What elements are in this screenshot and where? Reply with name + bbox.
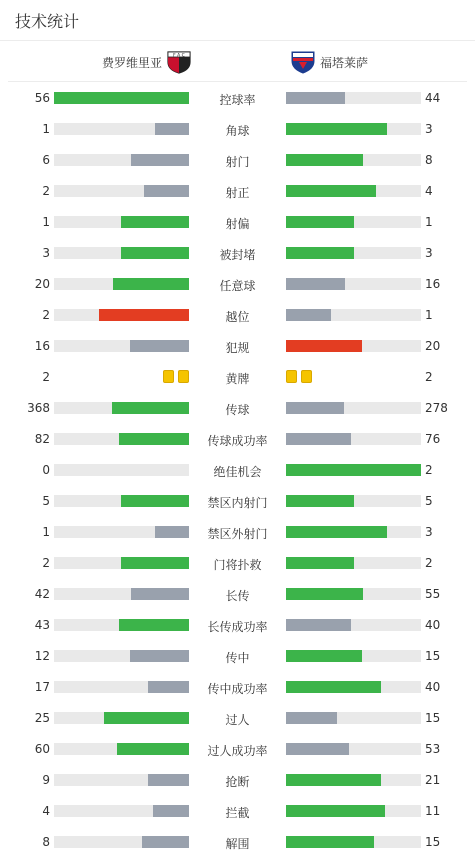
yellow-card-icon [286,370,297,383]
stat-row [0,554,475,574]
stat-label: 控球率 [219,93,256,107]
home-stat-bar [54,774,189,786]
away-stat-bar [286,774,421,786]
stat-row [0,616,475,636]
stat-row [0,740,475,760]
stat-row [0,709,475,729]
away-stat-bar-fill [286,774,381,786]
stat-label: 射门 [225,155,250,169]
away-stat-bar-fill [286,650,362,662]
home-stat-value: 9 [42,773,50,787]
away-stat-bar [286,588,421,600]
home-stat-bar-fill [148,681,189,693]
home-stat-value: 12 [34,649,50,663]
home-stat-bar [54,495,189,507]
away-stat-bar [286,123,421,135]
home-stat-bar-fill [54,92,189,104]
stat-row [0,306,475,326]
home-stat-bar-fill [121,495,189,507]
away-stat-value: 53 [425,742,441,756]
away-stat-bar [286,216,421,228]
away-stat-bar-fill [286,216,354,228]
away-stat-bar-fill [286,588,363,600]
home-stat-value: 2 [42,308,50,322]
home-stat-bar [54,557,189,569]
stat-label: 越位 [225,310,250,324]
away-stat-bar-fill [286,619,351,631]
away-stat-bar-fill [286,712,337,724]
stat-label: 禁区外射门 [207,527,268,541]
away-stat-value: 76 [425,432,441,446]
stat-row [0,771,475,791]
home-stat-value: 56 [34,91,50,105]
stat-label: 射偏 [225,217,250,231]
away-stat-bar-fill [286,402,344,414]
away-stat-bar-fill [286,464,421,476]
home-stat-bar [54,743,189,755]
yellow-card-icon [163,370,174,383]
away-stat-bar-fill [286,92,345,104]
home-stat-bar-fill [113,278,189,290]
away-stat-bar [286,619,421,631]
away-stat-bar [286,712,421,724]
away-stat-bar [286,526,421,538]
home-stat-value: 0 [42,463,50,477]
away-stat-value: 2 [425,463,433,477]
home-stat-bar-fill [144,185,189,197]
away-stat-bar [286,340,421,352]
stat-row [0,430,475,450]
home-stat-value: 1 [42,215,50,229]
home-stat-bar [54,433,189,445]
away-stat-bar [286,650,421,662]
home-stat-value: 1 [42,525,50,539]
away-stat-bar [286,247,421,259]
home-stat-bar [54,588,189,600]
stat-label: 射正 [225,186,250,200]
stat-label: 传球 [225,403,250,417]
away-yellow-cards [286,370,312,383]
away-stat-value: 20 [425,339,441,353]
stat-row [0,802,475,822]
away-stat-bar [286,278,421,290]
away-stat-bar-fill [286,681,381,693]
home-stat-bar-fill [153,805,189,817]
home-stat-value: 43 [34,618,50,632]
home-stat-bar-fill [121,216,189,228]
stat-row [0,523,475,543]
away-stat-bar-fill [286,526,387,538]
home-stat-value: 2 [42,184,50,198]
away-team[interactable] [290,50,368,74]
away-stat-bar-fill [286,557,354,569]
stat-row [0,213,475,233]
stat-row [0,244,475,264]
away-stat-value: 15 [425,711,441,725]
stat-label: 拦截 [225,806,250,820]
stat-row [0,368,475,388]
home-stat-value: 17 [34,680,50,694]
away-stat-bar [286,185,421,197]
home-stat-bar-fill [121,557,189,569]
stat-row [0,151,475,171]
away-stat-value: 40 [425,680,441,694]
away-stat-bar [286,743,421,755]
home-stat-bar [54,216,189,228]
away-stat-bar-fill [286,743,349,755]
away-stat-bar-fill [286,805,385,817]
away-stat-value: 2 [425,556,433,570]
home-stat-bar [54,464,189,476]
away-stat-bar [286,464,421,476]
teams-row [8,41,467,82]
stat-label: 禁区内射门 [207,496,268,510]
home-stat-bar-fill [117,743,189,755]
home-stat-value: 368 [27,401,50,415]
away-stat-value: 8 [425,153,433,167]
away-stat-bar [286,805,421,817]
home-stat-value: 4 [42,804,50,818]
stat-row [0,492,475,512]
stat-row [0,585,475,605]
away-stat-bar [286,402,421,414]
home-team[interactable] [102,50,192,74]
stat-row [0,399,475,419]
away-team-name: 福塔莱萨 [320,55,369,70]
home-stat-bar [54,681,189,693]
away-stat-bar-fill [286,309,331,321]
home-stat-bar-fill [121,247,189,259]
home-stat-bar [54,340,189,352]
home-stat-bar [54,309,189,321]
stat-row [0,647,475,667]
away-stat-value: 1 [425,308,433,322]
home-stat-bar [54,712,189,724]
home-stat-bar [54,526,189,538]
home-stat-value: 16 [34,339,50,353]
home-stat-bar-fill [104,712,189,724]
away-stat-bar-fill [286,836,374,848]
away-stat-value: 1 [425,215,433,229]
home-team-name: 费罗维里亚 [101,55,162,70]
home-stat-bar-fill [99,309,189,321]
home-stat-bar [54,154,189,166]
home-stat-bar [54,650,189,662]
stat-row [0,275,475,295]
home-stat-bar-fill [155,526,189,538]
stats-header [0,0,475,41]
away-stat-value: 15 [425,649,441,663]
away-stat-value: 3 [425,122,433,136]
away-stat-value: 2 [425,370,433,384]
home-stat-bar-fill [131,154,189,166]
home-stat-bar [54,402,189,414]
away-stat-value: 44 [425,91,441,105]
away-stat-bar-fill [286,433,351,445]
home-stat-bar [54,278,189,290]
stat-label: 任意球 [219,279,256,293]
away-stat-value: 5 [425,494,433,508]
away-stat-value: 15 [425,835,441,849]
home-stat-bar-fill [148,774,189,786]
home-stat-value: 8 [42,835,50,849]
stat-label: 黄牌 [225,372,250,386]
home-stat-value: 20 [34,277,50,291]
away-stat-bar [286,836,421,848]
away-stat-bar-fill [286,278,345,290]
home-stat-bar [54,805,189,817]
stat-label: 门将扑救 [213,558,262,572]
away-stat-bar-fill [286,185,376,197]
stat-label: 过人 [225,713,250,727]
home-stat-bar-fill [112,402,189,414]
home-stat-bar-fill [155,123,189,135]
stat-label: 绝佳机会 [213,465,262,479]
home-stat-bar [54,92,189,104]
away-stat-bar-fill [286,340,362,352]
yellow-card-icon [178,370,189,383]
home-stat-value: 60 [34,742,50,756]
away-stat-bar [286,495,421,507]
home-yellow-cards [163,370,189,383]
home-stat-value: 42 [34,587,50,601]
away-stat-value: 21 [425,773,441,787]
away-stat-bar [286,154,421,166]
away-stat-value: 11 [425,804,441,818]
stat-label: 角球 [225,124,250,138]
away-stat-bar [286,433,421,445]
home-stat-bar [54,247,189,259]
away-stat-value: 278 [425,401,448,415]
stat-row [0,461,475,481]
stat-row [0,337,475,357]
stat-label: 传中成功率 [207,682,268,696]
away-stat-bar [286,92,421,104]
stat-row [0,833,475,853]
home-stat-bar [54,123,189,135]
away-stat-bar-fill [286,247,354,259]
stat-row [0,89,475,109]
away-stat-value: 40 [425,618,441,632]
home-stat-value: 6 [42,153,50,167]
home-stat-bar-fill [130,650,189,662]
stat-label: 长传成功率 [207,620,268,634]
away-stat-value: 3 [425,246,433,260]
home-stat-value: 3 [42,246,50,260]
stat-label: 被封堵 [219,248,256,262]
away-stat-bar-fill [286,154,363,166]
stat-label: 解围 [225,837,250,851]
away-stat-value: 4 [425,184,433,198]
home-team-crest-icon [166,50,192,74]
stat-row [0,182,475,202]
stat-row [0,120,475,140]
away-stat-bar-fill [286,123,387,135]
away-team-crest-icon [290,50,316,74]
home-stat-value: 1 [42,122,50,136]
away-stat-bar [286,681,421,693]
away-stat-value: 3 [425,525,433,539]
stat-label: 长传 [225,589,250,603]
home-stat-bar-fill [119,433,189,445]
home-stat-bar-fill [131,588,189,600]
home-stat-bar [54,619,189,631]
stat-label: 过人成功率 [207,744,268,758]
yellow-card-icon [301,370,312,383]
stat-label: 传中 [225,651,250,665]
away-stat-bar-fill [286,495,354,507]
home-stat-value: 2 [42,556,50,570]
home-stat-bar [54,836,189,848]
home-stat-value: 25 [34,711,50,725]
svg-text:F A C: F A C [173,53,185,59]
home-stat-value: 5 [42,494,50,508]
page-title: 技术统计 [15,11,80,31]
away-stat-bar [286,557,421,569]
away-stat-bar [286,309,421,321]
home-stat-value: 82 [34,432,50,446]
stat-label: 传球成功率 [207,434,268,448]
away-stat-value: 16 [425,277,441,291]
home-stat-value: 2 [42,370,50,384]
home-stat-bar-fill [142,836,189,848]
home-stat-bar [54,185,189,197]
stat-label: 抢断 [225,775,250,789]
stat-label: 犯规 [225,341,250,355]
away-stat-value: 55 [425,587,441,601]
home-stat-bar-fill [130,340,189,352]
stat-row [0,678,475,698]
home-stat-bar-fill [119,619,189,631]
